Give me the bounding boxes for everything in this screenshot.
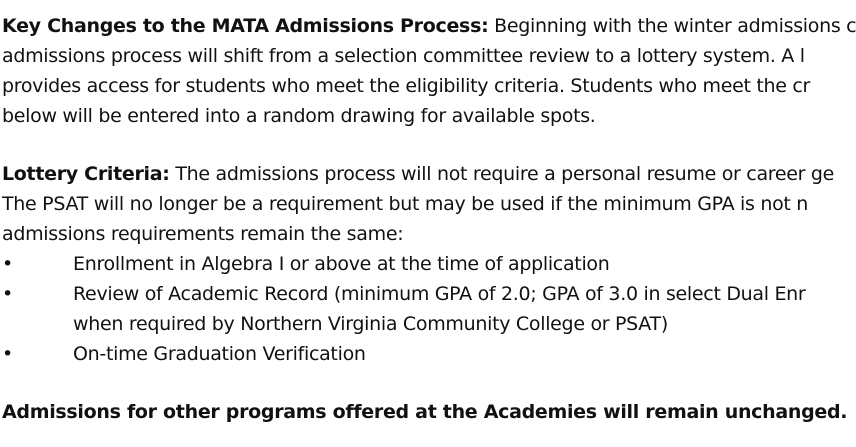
paragraph-key-changes-line-1: [2, 11, 856, 41]
paragraph-lottery-criteria-line-1: [2, 159, 834, 189]
list-item-text: Review of Academic Record (minimum GPA of 2.0; GPA of 3.0 in select Dual Enr: [73, 283, 806, 305]
list-item-text: Enrollment in Algebra I or above at the time of application: [73, 253, 610, 275]
list-item-text: On-time Graduation Verification: [73, 343, 366, 365]
paragraph-key-changes-line-4: below will be entered into a random drawing for available spots.: [2, 105, 596, 127]
bullet-icon: •: [2, 283, 13, 305]
bullet-icon: •: [2, 343, 13, 365]
closing-statement: Admissions for other programs offered at the Academies will remain unchanged.: [2, 401, 848, 423]
key-changes-text: Beginning with the winter admissions c: [488, 15, 856, 37]
document-excerpt: [2, 0, 856, 447]
paragraph-lottery-criteria-line-3: admissions requirements remain the same:: [2, 223, 404, 245]
bullet-icon: •: [2, 253, 13, 275]
lottery-criteria-heading: Lottery Criteria:: [2, 163, 170, 185]
paragraph-key-changes-line-3: provides access for students who meet the eligibility criteria. Students who meet the cr: [2, 75, 811, 97]
paragraph-lottery-criteria-line-2: The PSAT will no longer be a requirement but may be used if the minimum GPA is not n: [2, 193, 809, 215]
list-item-text-continued: when required by Northern Virginia Community College or PSAT): [73, 313, 668, 335]
key-changes-heading: Key Changes to the MATA Admissions Process:: [2, 15, 489, 37]
lottery-criteria-text: The admissions process will not require a personal resume or career ge: [169, 163, 835, 185]
paragraph-key-changes-line-2: admissions process will shift from a selection committee review to a lottery system. A l: [2, 45, 805, 67]
